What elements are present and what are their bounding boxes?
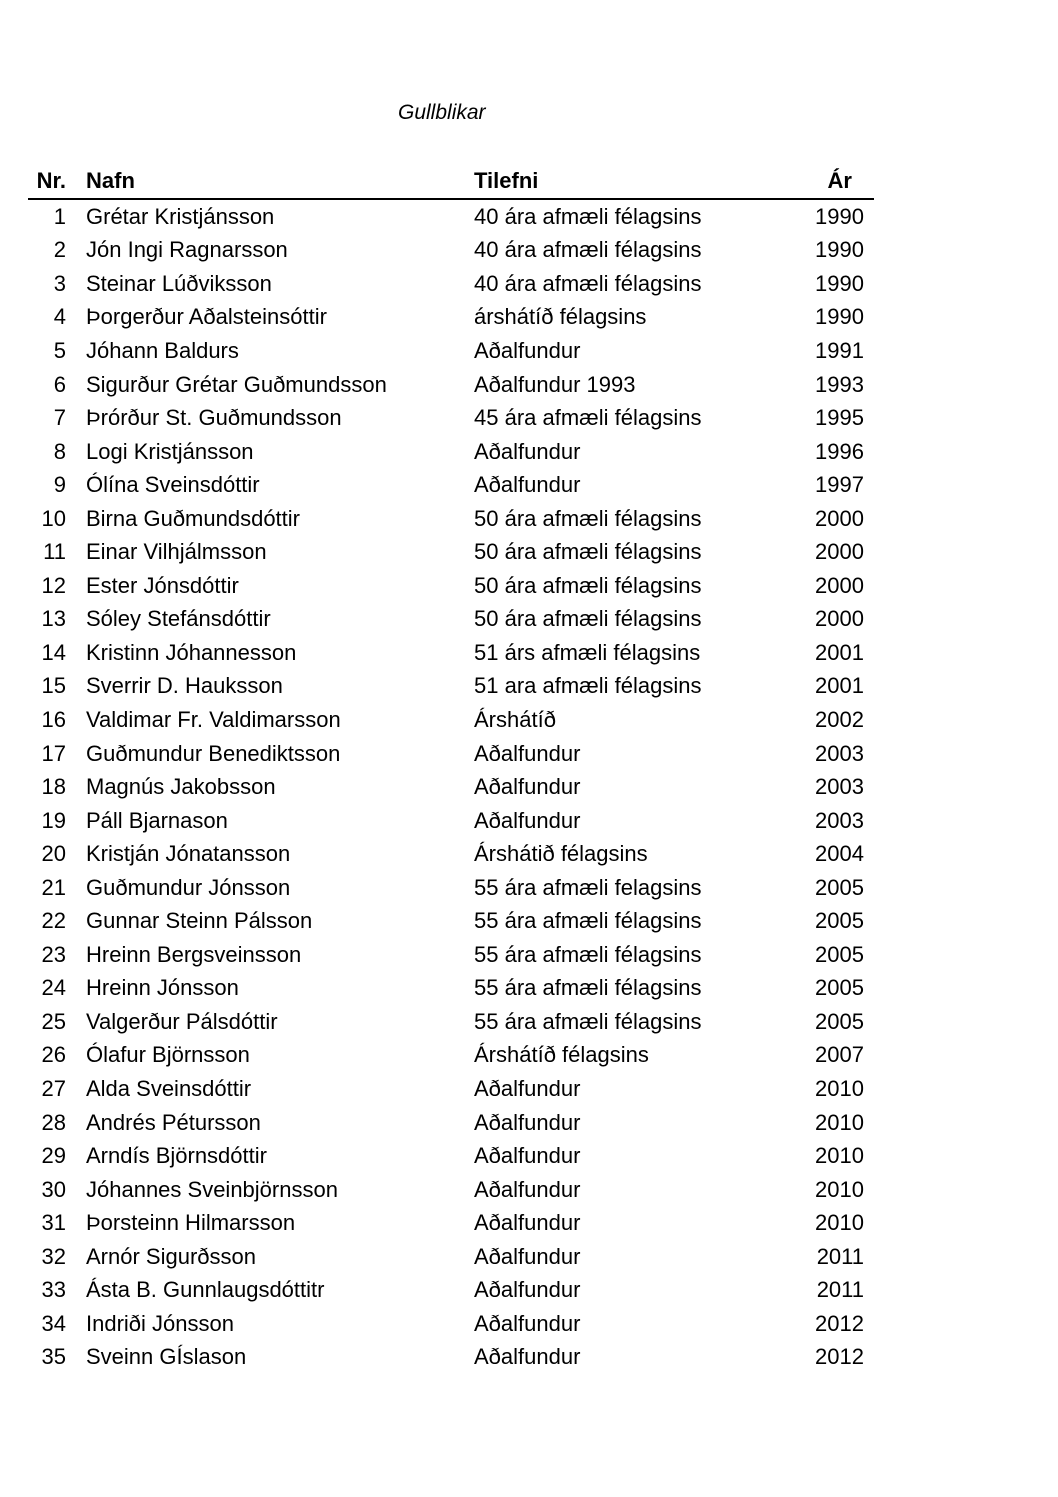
cell-nr: 2 [53, 237, 66, 263]
cell-nr: 27 [41, 1075, 66, 1101]
cell-year: 2010 [815, 1176, 864, 1202]
cell-name: Arndís Björnsdóttir [86, 1143, 267, 1169]
cell-year: 2003 [815, 740, 864, 766]
cell-year: 2011 [816, 1243, 864, 1269]
table-row [28, 1072, 874, 1106]
cell-occasion: Aðalfundur [474, 1176, 581, 1202]
table-row [28, 871, 874, 905]
cell-year: 1990 [815, 237, 864, 263]
cell-nr: 21 [41, 874, 66, 900]
table-row [28, 569, 874, 603]
cell-name: Hreinn Jónsson [86, 975, 239, 1001]
cell-year: 2005 [815, 941, 864, 967]
cell-name: Sveinn GÍslason [86, 1344, 247, 1370]
cell-nr: 11 [43, 539, 66, 565]
cell-year: 2000 [815, 539, 864, 565]
table-row [28, 1341, 874, 1375]
cell-year: 2012 [815, 1310, 864, 1336]
cell-nr: 6 [53, 371, 66, 397]
cell-year: 2000 [815, 572, 864, 598]
awards-table [28, 164, 874, 1374]
cell-year: 2005 [815, 1008, 864, 1034]
table-row [28, 837, 874, 871]
table-row [28, 267, 874, 301]
cell-occasion: Aðalfundur [474, 1143, 581, 1169]
cell-year: 2003 [815, 774, 864, 800]
table-row [28, 703, 874, 737]
cell-name: Sigurður Grétar Guðmundsson [86, 371, 387, 397]
table-row [28, 603, 874, 637]
cell-year: 2010 [815, 1075, 864, 1101]
cell-occasion: Aðalfundur [474, 438, 581, 464]
table-header-row [28, 164, 874, 200]
cell-year: 2005 [815, 975, 864, 1001]
table-row [28, 334, 874, 368]
cell-nr: 23 [41, 941, 66, 967]
cell-occasion: 50 ára afmæli félagsins [474, 606, 702, 632]
table-row [28, 636, 874, 670]
table-row [28, 502, 874, 536]
cell-year: 2004 [815, 841, 864, 867]
cell-year: 2000 [815, 606, 864, 632]
cell-name: Indriði Jónsson [86, 1310, 234, 1336]
cell-nr: 20 [41, 841, 66, 867]
table-row [28, 972, 874, 1006]
cell-nr: 33 [41, 1277, 66, 1303]
cell-name: Alda Sveinsdóttir [86, 1075, 252, 1101]
cell-nr: 5 [53, 337, 66, 363]
cell-year: 2001 [815, 673, 864, 699]
table-row [28, 401, 874, 435]
cell-nr: 13 [41, 606, 66, 632]
cell-occasion: Aðalfundur [474, 472, 581, 498]
table-row [28, 1307, 874, 1341]
cell-occasion: 45 ára afmæli félagsins [474, 405, 702, 431]
cell-name: Ester Jónsdóttir [86, 572, 239, 598]
cell-name: Jóhannes Sveinbjörnsson [86, 1176, 338, 1202]
cell-nr: 18 [41, 774, 66, 800]
cell-name: Gunnar Steinn Pálsson [86, 908, 313, 934]
table-row [28, 301, 874, 335]
cell-year: 2005 [815, 874, 864, 900]
cell-occasion: 50 ára afmæli félagsins [474, 505, 702, 531]
cell-occasion: 51 ara afmæli félagsins [474, 673, 702, 699]
cell-occasion: 55 ára afmæli félagsins [474, 975, 702, 1001]
cell-nr: 19 [41, 807, 66, 833]
header-name: Nafn [86, 168, 135, 193]
table-row [28, 368, 874, 402]
cell-name: Páll Bjarnason [86, 807, 228, 833]
cell-occasion: 51 árs afmæli félagsins [474, 639, 701, 665]
table-row [28, 200, 874, 234]
cell-nr: 10 [41, 505, 66, 531]
cell-name: Einar Vilhjálmsson [86, 539, 267, 565]
table-row [28, 1240, 874, 1274]
cell-occasion: 50 ára afmæli félagsins [474, 572, 702, 598]
table-row [28, 1173, 874, 1207]
table-row [28, 1005, 874, 1039]
table-row [28, 435, 874, 469]
cell-year: 2010 [815, 1109, 864, 1135]
cell-year: 2007 [815, 1042, 864, 1068]
cell-occasion: Aðalfundur 1993 [474, 371, 636, 397]
document-title: Gullblikar [398, 101, 486, 124]
cell-year: 2010 [815, 1143, 864, 1169]
cell-nr: 30 [41, 1176, 66, 1202]
cell-year: 1997 [815, 472, 864, 498]
cell-name: Steinar Lúðviksson [86, 270, 272, 296]
cell-name: Birna Guðmundsdóttir [86, 505, 300, 531]
cell-year: 2002 [815, 706, 864, 732]
cell-year: 2012 [815, 1344, 864, 1370]
cell-name: Andrés Pétursson [86, 1109, 261, 1135]
table-row [28, 1106, 874, 1140]
cell-occasion: árshátíð félagsins [474, 304, 647, 330]
cell-nr: 12 [41, 572, 66, 598]
header-nr: Nr. [36, 168, 66, 193]
cell-occasion: 40 ára afmæli félagsins [474, 203, 702, 229]
cell-nr: 1 [53, 203, 66, 229]
cell-occasion: Aðalfundur [474, 1243, 581, 1269]
cell-occasion: Árshátíð félagsins [474, 1042, 649, 1068]
table-row [28, 904, 874, 938]
cell-name: Þrórður St. Guðmundsson [86, 405, 342, 431]
cell-name: Valdimar Fr. Valdimarsson [86, 706, 341, 732]
cell-nr: 34 [41, 1310, 66, 1336]
cell-occasion: Aðalfundur [474, 1310, 581, 1336]
cell-occasion: 50 ára afmæli félagsins [474, 539, 702, 565]
cell-name: Ásta B. Gunnlaugsdóttitr [86, 1277, 325, 1303]
table-row [28, 468, 874, 502]
cell-occasion: 55 ára afmæli felagsins [474, 874, 702, 900]
cell-nr: 4 [53, 304, 66, 330]
cell-year: 1990 [815, 270, 864, 296]
cell-name: Sóley Stefánsdóttir [86, 606, 271, 632]
cell-name: Jón Ingi Ragnarsson [86, 237, 288, 263]
cell-occasion: Aðalfundur [474, 1075, 581, 1101]
cell-occasion: Aðalfundur [474, 740, 581, 766]
cell-occasion: 40 ára afmæli félagsins [474, 237, 702, 263]
header-year: Ár [827, 168, 852, 193]
cell-nr: 22 [41, 908, 66, 934]
cell-year: 1995 [815, 405, 864, 431]
cell-occasion: Árshátið félagsins [474, 841, 648, 867]
cell-year: 2010 [815, 1210, 864, 1236]
cell-year: 1993 [815, 371, 864, 397]
cell-name: Logi Kristjánsson [86, 438, 254, 464]
cell-occasion: 55 ára afmæli félagsins [474, 1008, 702, 1034]
cell-occasion: 40 ára afmæli félagsins [474, 270, 702, 296]
table-row [28, 1039, 874, 1073]
cell-name: Grétar Kristjánsson [86, 203, 275, 229]
table-row [28, 1206, 874, 1240]
cell-name: Þorsteinn Hilmarsson [86, 1210, 296, 1236]
cell-year: 1996 [815, 438, 864, 464]
cell-name: Kristinn Jóhannesson [86, 639, 297, 665]
cell-nr: 35 [41, 1344, 66, 1370]
cell-year: 2011 [816, 1277, 864, 1303]
cell-name: Ólína Sveinsdóttir [86, 472, 260, 498]
cell-occasion: Árshátíð [474, 706, 556, 732]
cell-name: Arnór Sigurðsson [86, 1243, 256, 1269]
table-body [28, 200, 874, 1374]
cell-year: 1990 [815, 203, 864, 229]
cell-occasion: Aðalfundur [474, 1344, 581, 1370]
cell-nr: 14 [41, 639, 66, 665]
cell-nr: 9 [53, 472, 66, 498]
table-row [28, 670, 874, 704]
cell-nr: 32 [41, 1243, 66, 1269]
table-row [28, 1274, 874, 1308]
cell-occasion: Aðalfundur [474, 1210, 581, 1236]
table-row [28, 737, 874, 771]
cell-year: 1990 [815, 304, 864, 330]
cell-name: Guðmundur Jónsson [86, 874, 291, 900]
cell-name: Hreinn Bergsveinsson [86, 941, 302, 967]
cell-occasion: Aðalfundur [474, 774, 581, 800]
cell-name: Ólafur Björnsson [86, 1042, 250, 1068]
cell-name: Guðmundur Benediktsson [86, 740, 341, 766]
cell-name: Kristján Jónatansson [86, 841, 291, 867]
cell-nr: 28 [41, 1109, 66, 1135]
cell-year: 2001 [815, 639, 864, 665]
cell-nr: 25 [41, 1008, 66, 1034]
cell-occasion: Aðalfundur [474, 1277, 581, 1303]
cell-nr: 8 [53, 438, 66, 464]
cell-occasion: Aðalfundur [474, 1109, 581, 1135]
cell-nr: 17 [41, 740, 66, 766]
cell-occasion: Aðalfundur [474, 807, 581, 833]
cell-name: Magnús Jakobsson [86, 774, 276, 800]
table-row [28, 804, 874, 838]
cell-nr: 26 [41, 1042, 66, 1068]
cell-nr: 3 [53, 270, 66, 296]
table-row [28, 1139, 874, 1173]
cell-name: Valgerður Pálsdóttir [86, 1008, 278, 1034]
cell-occasion: 55 ára afmæli félagsins [474, 941, 702, 967]
cell-nr: 15 [41, 673, 66, 699]
cell-occasion: Aðalfundur [474, 337, 581, 363]
table-row [28, 770, 874, 804]
cell-year: 2005 [815, 908, 864, 934]
table-row [28, 234, 874, 268]
table-row [28, 938, 874, 972]
cell-nr: 24 [41, 975, 66, 1001]
cell-name: Jóhann Baldurs [86, 337, 239, 363]
cell-year: 1991 [815, 337, 864, 363]
cell-nr: 31 [41, 1210, 66, 1236]
cell-name: Þorgerður Aðalsteinsóttir [86, 304, 327, 330]
cell-name: Sverrir D. Hauksson [86, 673, 283, 699]
cell-nr: 7 [53, 405, 66, 431]
cell-year: 2003 [815, 807, 864, 833]
table-row [28, 535, 874, 569]
cell-year: 2000 [815, 505, 864, 531]
cell-nr: 16 [41, 706, 66, 732]
cell-nr: 29 [41, 1143, 66, 1169]
header-occasion: Tilefni [474, 168, 539, 193]
cell-occasion: 55 ára afmæli félagsins [474, 908, 702, 934]
